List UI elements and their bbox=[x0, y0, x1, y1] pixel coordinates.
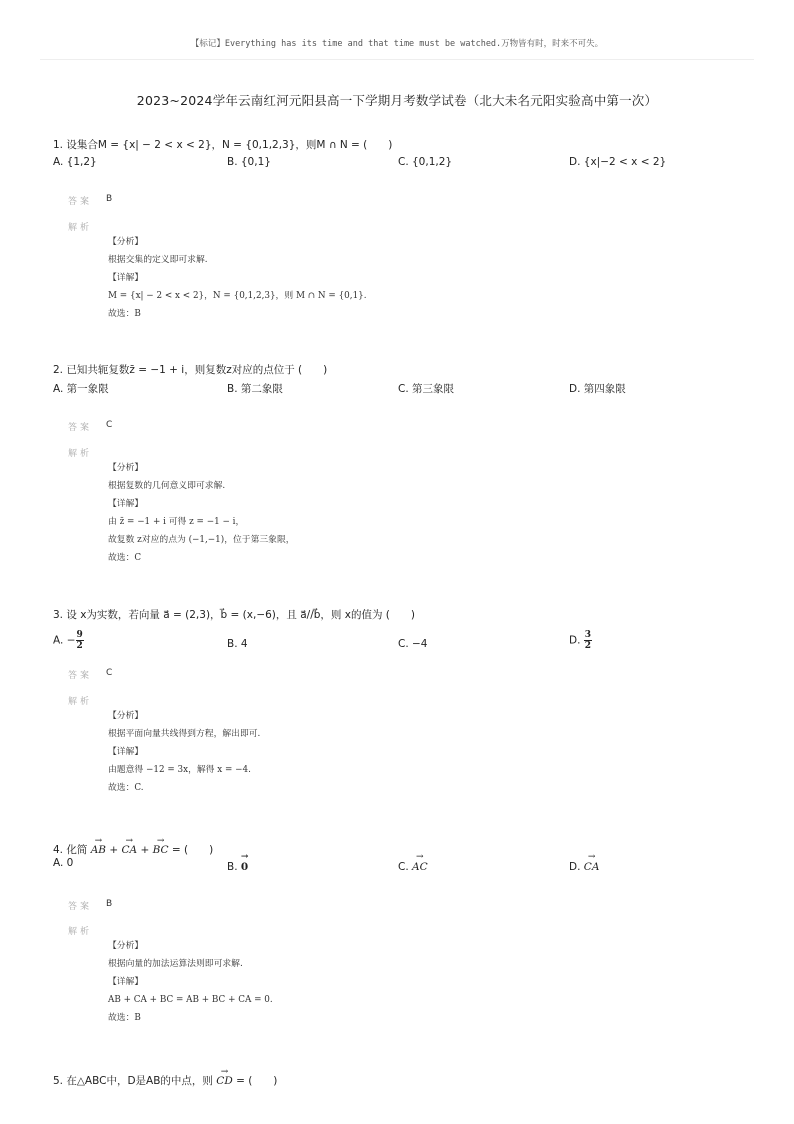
option-a[interactable]: A. 0 bbox=[53, 857, 74, 869]
answer-label: 答案 bbox=[68, 671, 93, 681]
analysis-label: 解析 bbox=[68, 927, 93, 937]
analysis-line: 故选：B bbox=[108, 1013, 141, 1023]
denominator: 2 bbox=[584, 641, 592, 651]
analysis-line: 【分析】 bbox=[108, 941, 144, 951]
option-a[interactable] bbox=[53, 630, 84, 651]
option-c[interactable]: C. {0,1,2} bbox=[398, 156, 453, 168]
option-b[interactable]: B. 第二象限 bbox=[227, 383, 283, 395]
exam-title: 2023~2024学年云南红河元阳县高一下学期月考数学试卷（北大未名元阳实验高中第一次） bbox=[136, 93, 658, 108]
analysis-line: 【详解】 bbox=[108, 747, 144, 757]
question-3 bbox=[53, 606, 743, 658]
option-d-fraction bbox=[584, 630, 592, 651]
option-b[interactable] bbox=[227, 857, 248, 873]
analysis-label: 解析 bbox=[68, 449, 93, 459]
numerator: 3 bbox=[584, 630, 592, 640]
vector-ac: → AC bbox=[412, 857, 428, 873]
question-5 bbox=[53, 1068, 743, 1086]
zero-vector: → 0 bbox=[241, 857, 248, 873]
option-b[interactable]: B. {0,1} bbox=[227, 156, 271, 168]
analysis-line: 根据向量的加法运算法则即可求解. bbox=[108, 959, 243, 969]
option-d-letter: D. bbox=[569, 861, 581, 873]
question-1 bbox=[53, 136, 743, 176]
question-stem: 3. 设 x为实数，若向量 a⃗ = (2,3)，b⃗ = (x,−6)，且 a⃗//b⃗，则 x的值为 ( ) bbox=[53, 609, 415, 621]
analysis-line: 【详解】 bbox=[108, 273, 144, 283]
analysis-line: 【详解】 bbox=[108, 499, 144, 509]
option-c[interactable]: C. 第三象限 bbox=[398, 383, 455, 395]
header-divider bbox=[40, 59, 754, 60]
question-options bbox=[53, 855, 743, 877]
analysis-label: 解析 bbox=[68, 223, 93, 233]
answer-label: 答案 bbox=[68, 423, 93, 433]
analysis-block bbox=[108, 233, 367, 323]
answer-label: 答案 bbox=[68, 197, 93, 207]
answer-value: C bbox=[106, 668, 113, 678]
question-stem: 1. 设集合M = {x| − 2 < x < 2}，N = {0,1,2,3}，则M ∩ N = ( ) bbox=[53, 139, 393, 151]
option-a-sign: − bbox=[66, 634, 76, 647]
option-a[interactable]: A. {1,2} bbox=[53, 156, 97, 168]
vector-ab: → AB bbox=[91, 837, 106, 859]
option-c-letter: C. bbox=[398, 861, 409, 873]
option-d[interactable] bbox=[569, 857, 599, 873]
analysis-line: 故选：C. bbox=[108, 783, 144, 793]
analysis-line: M = {x| − 2 < x < 2}，N = {0,1,2,3}，则 M ∩ N = {0,1}. bbox=[108, 291, 367, 301]
question-options bbox=[53, 379, 743, 401]
analysis-line: 【详解】 bbox=[108, 977, 144, 987]
analysis-line: 根据平面向量共线得到方程，解出即可. bbox=[108, 729, 261, 739]
analysis-line: 故复数 z对应的点为 (−1,−1)，位于第三象限， bbox=[108, 535, 295, 545]
analysis-line: 根据交集的定义即可求解. bbox=[108, 255, 208, 265]
option-a-fraction bbox=[76, 630, 84, 651]
stem-text: = ( ) bbox=[168, 844, 214, 856]
option-d[interactable] bbox=[569, 630, 592, 651]
stem-text: = ( ) bbox=[232, 1075, 278, 1087]
denominator: 2 bbox=[76, 641, 83, 651]
analysis-block bbox=[108, 937, 273, 1027]
question-options bbox=[53, 624, 743, 658]
answer-value: B bbox=[106, 899, 113, 909]
vector-ca: → CA bbox=[584, 857, 600, 873]
vector-bc: → BC bbox=[153, 837, 169, 859]
analysis-line: 【分析】 bbox=[108, 237, 144, 247]
page-header-motto: 【标记】Everything has its time and that time must be watched.万物皆有时，时来不可失。 bbox=[190, 39, 604, 49]
option-d[interactable]: D. 第四象限 bbox=[569, 383, 626, 395]
analysis-line: 故选：C bbox=[108, 553, 142, 563]
answer-value: B bbox=[106, 194, 113, 204]
plus-sign: + bbox=[137, 844, 153, 856]
plus-sign: + bbox=[106, 844, 122, 856]
question-stem bbox=[53, 837, 743, 855]
vector-ca: → CA bbox=[122, 837, 138, 859]
analysis-block bbox=[108, 707, 260, 797]
question-stem: 2. 已知共轭复数z̄ = −1 + i，则复数z对应的点位于 ( ) bbox=[53, 364, 328, 376]
analysis-line: AB + CA + BC = AB + BC + CA = 0. bbox=[108, 995, 273, 1005]
analysis-line: 故选：B bbox=[108, 309, 141, 319]
option-d-letter: D. bbox=[569, 634, 581, 647]
analysis-block bbox=[108, 459, 295, 567]
question-2 bbox=[53, 361, 743, 401]
option-b-letter: B. bbox=[227, 861, 238, 873]
question-options bbox=[53, 154, 743, 176]
stem-text: 5. 在△ABC中，D是AB的中点，则 bbox=[53, 1075, 217, 1087]
option-a-letter: A. bbox=[53, 634, 64, 647]
option-c[interactable] bbox=[398, 857, 428, 873]
option-d[interactable]: D. {x|−2 < x < 2} bbox=[569, 156, 667, 168]
analysis-line: 由 z̄ = −1 + i 可得 z = −1 − i， bbox=[108, 517, 245, 527]
option-a[interactable]: A. 第一象限 bbox=[53, 383, 109, 395]
option-c[interactable]: C. −4 bbox=[398, 638, 428, 650]
analysis-line: 【分析】 bbox=[108, 463, 144, 473]
question-stem bbox=[53, 1068, 743, 1086]
answer-label: 答案 bbox=[68, 902, 93, 912]
vector-cd: → CD bbox=[216, 1068, 232, 1090]
question-4 bbox=[53, 837, 743, 877]
analysis-line: 【分析】 bbox=[108, 711, 144, 721]
numerator: 9 bbox=[76, 630, 83, 640]
stem-text: 4. 化简 bbox=[53, 844, 91, 856]
analysis-label: 解析 bbox=[68, 697, 93, 707]
answer-value: C bbox=[106, 420, 113, 430]
analysis-line: 根据复数的几何意义即可求解. bbox=[108, 481, 226, 491]
option-b[interactable]: B. 4 bbox=[227, 638, 248, 650]
analysis-line: 由题意得 −12 = 3x，解得 x = −4. bbox=[108, 765, 251, 775]
